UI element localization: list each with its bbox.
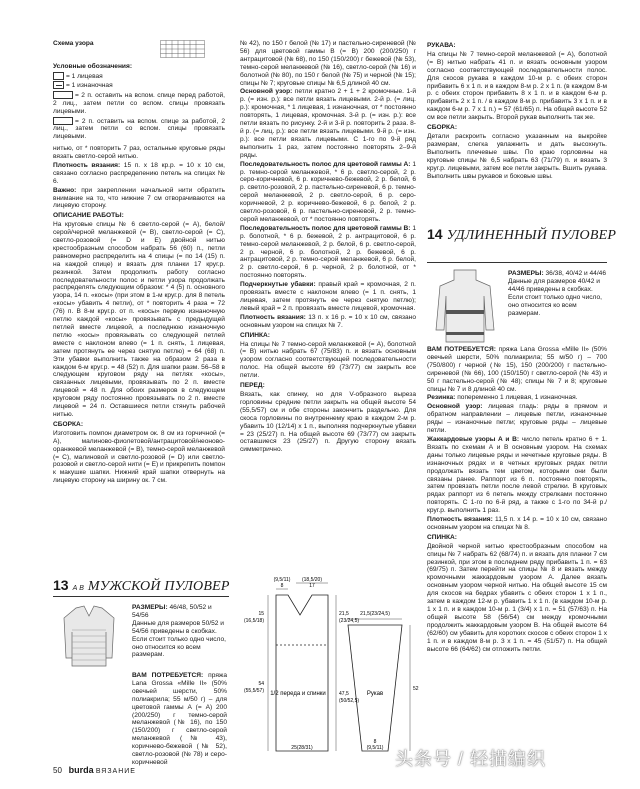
- back-text: Двойной черной нитью крестообразным способом на спицы № 7 набрать 62 (68/74) п. и вязать для планки 7 см резинкой, при этом в последнем ряду прибавить 1 п. = 63 (69/75) п. Затем перейти на спицы № 8 и вязать между кромочными жаккардовым узором А. Далее вязать основным узором черной нитью. На общей высоте 15 см для скосов на бедрах убавить с обеих сторон 1 х 1 п., затем в каждом 12-м р. убавить 1 х 1 п. (в каждом 10-м р. 1 х 1 п. и в каждом 10-м р. 1 (3/4) х 1 п. = 51 (57/63) п. На общей высоте 58 (56/54) см между кромочными продолжить жаккардовым узором В. На общей высоте 64 (62/60) см убавить для коротких скосов с обеих сторон 1 х 1 п. и в каждом 8-м р. 3 х 1 п. = 45 (51/57) п. На общей высоте 66 (64/62) см отложить петли.: [427, 542, 607, 653]
- back-title: СПИНКА:: [427, 533, 457, 541]
- legend-item: = 1 лицевая: [53, 72, 225, 81]
- legend-item: = 2 п. оставить на вспом. спице за работой, 2 лиц., затем петли со вспом. спицы провязать лицевыми.: [53, 117, 225, 141]
- rib: Резинка: попеременно 1 лицевая, 1 изнаночная.: [427, 394, 578, 402]
- dim-label: 8: [280, 583, 284, 589]
- dim-label: 21,5: [339, 611, 349, 617]
- knit-symbol-icon: [53, 72, 64, 80]
- page-number: 50: [53, 766, 62, 775]
- needs: ВАМ ПОТРЕБУЕТСЯ: пряжа Lana Grossa «Mille II» (50% овечьей шерсти, 50% полиакрила; 55 м/50 г) – 700 (750/800) г черной (№ 15), 150 (200/200) г пастельно-сиреневой (№ 66), 100 (150/150) г светло-серой (№ 43) и 50 г пастельно-серой (№ 48); спицы № 7 и 8; круговые спицы № 7 и 8 длиной 40 см.: [427, 346, 608, 393]
- column-3-lower: [427, 346, 607, 654]
- page-footer: [53, 765, 136, 775]
- assembly-text: Изготовить помпон диаметром ок. 8 см из горчичной (= А), малиново-фиолетовой/антрацитовой/неоново-оранжевой меланжевой (= В), темно-серой меланжевой (= C), малиновой и светло-розовой (= D) или светло-розовой и светло-серой нити (= E) и прикрепить помпон к макушке шапки. Нижний край шапки отвернуть на лицевую сторону на ширину ок. 7 см.: [53, 429, 225, 485]
- section-rule: [53, 596, 229, 597]
- section-title: УДЛИНЕННЫЙ ПУЛОВЕР: [446, 228, 617, 243]
- brand-logo: burda: [68, 765, 94, 775]
- section-13-header: [53, 577, 230, 595]
- dim-label: (16,5/18): [243, 618, 264, 624]
- pattern-schematic: [238, 575, 424, 755]
- back-title: СПИНКА:: [240, 331, 270, 339]
- section-rule: [427, 262, 607, 263]
- sec13-needs: ВАМ ПОТРЕБУЕТСЯ: пряжа Lana Grossa «Mille II» (50% овечьей шерсти, 50% полиакрила; 55 м/50 г) – для цветовой гаммы А (= А) 200 (200/250) г темно-серой меланжевой (№ 16), по 150 (150/200) г светло-серой меланжевой (№ 43), коричнево-бежевой (№ 52), светло-розовой (№ 78) и серо-коричневой: [132, 672, 227, 766]
- decreases: Подчеркнутые убавки: правый край = кромочная, 2 п. провязать вместе с наклоном влево (= 1 п. снять, 1 лицевая, затем протянуть ее через снятую петлю); левый край = 2 п. провязать вместе лицевой, кромочная.: [240, 281, 416, 312]
- section-title: МУЖСКОЙ ПУЛОВЕР: [87, 579, 230, 594]
- legend-item: = 1 изнаночная: [53, 81, 225, 90]
- paragraph: № 42), по 150 г белой (№ 17) и пастельно-сиреневой (№ 56) для цветовой гаммы В (= В) 200 (200/250) г антрацитовой (№ 68), по 150 (150/200) г бежевой (№ 53), темно-серой меланжевой (№ 16), светло-серой (№ 16) и болотной (№ 80), по 150 г белой (№ 75) и черной (№ 15); спицы № 7; круговые спицы № 6,5 длиной 40 см.: [240, 40, 416, 87]
- section-number: 13: [53, 577, 69, 593]
- paragraph: нитью, от * повторить 7 раз, остальные круговые ряды вязать светло-серой нитью.: [53, 145, 225, 160]
- dim-label: 17: [309, 583, 315, 589]
- sleeves-title: РУКАВА:: [427, 42, 456, 49]
- work-text: На круговые спицы № 6 светло-серой (= А), белой/серой/черной меланжевой (= В), светло-серой (= С), светло-розовой (= D и Е) двойной нитью крестообразным способом набрать 56 (60) п., петли равномерно распределить на 4 спицы (= по 14 (15) п. на каждой спице) и вязать для планки 17 круг.р. резинкой. Затем продолжить работу согласно последовательности полос и петли узора продолжать распределять следующим образом: * 4 (5) п. основного узора, 14 п. «косы» (при этом в 1-м круг.р. для 8 петель «косы» убавить 4 петли), от * повторить 4 раза = 72 (76) п. В 8-м круг.р. от п. «косы» первую изнаночную петлю каждой «косы» провязывать с предыдущей петлей вместе лицевой, а последнюю изнаночную петлю «косы» провязывать со следующей петлей вместе с наклоном влево (= 1 п. снять, 1 лицевая, затем протянуть ее через снятую петлю) = 64 (68) п. Эти убавки выполнить также на образом 2 раза в каждом 6-м круг.р. = 48 (52) п. Для шапки разм. 56–58 в следующем круговом ряду на петлях «косы», связанных лицевыми, провязывать по 2 п. вместе лицевой = 48 п. Для обоих размеров в следующем круговом ряду постоянно провязывать по 2 п. вместе лицевой = 24 п. Оставшиеся петли стянуть рабочей нитью.: [53, 221, 225, 418]
- sleeves-text: На спицы № 7 темно-серой меланжевой (= А), болотной (= В) нитью набрать 41 п. и вязать основным узором согласно соответствующей последовательности полос. Для скосов рукава в каждом 10-м р. с обеих сторон прибавить 6 х 1 п. и в каждом 8-м р. 2 х 1 п. (в каждом 8-м р. с обеих сторон прибавить 8 х 1 п. и в каждом 6-м р. прибавить 2 х 1 п. / в каждом 8-м р. прибавить 3 х 1 п. и в каждом 6-м р. 7 х 1 п.) = 57 (61/65) п. На общей высоте 52 см все петли закрыть. Второй рукав выполнить так же.: [427, 50, 607, 122]
- column-1: [53, 40, 225, 486]
- dim-label: 47,5: [339, 691, 349, 697]
- main-pattern: Основной узор: петли кратно 2 + 1 + 2 кромочные. 1-й р. (= изн. р.): все петли вязать лицевыми. 2-й р. (= лиц. р.): кромочная, * 1 лицевая, 1 изнаночная, от * постоянно повторять, 1 лицевая, кромочная. 3-й р. (= изн. р.): все петли вязать по рисунку. 2-й и 3-й р. повторить 2 раза. 8-й р. (= лиц. р.): все петли вязать лицевыми. 9-й р. (= изн. р.): все петли вязать лицевыми. С 1-го по 9-й ряд выполнить 1 раз, затем постоянно повторять 2–9-й ряды.: [240, 88, 417, 159]
- dim-label: (50/52,5): [339, 698, 360, 704]
- column-3: [427, 40, 607, 181]
- section-number: 14: [427, 226, 443, 242]
- men-sweater-illustration: [56, 600, 122, 670]
- back-text: На спицы № 7 темно-серой меланжевой (= А), болотной (= В) нитью набрать 67 (75/83) п. и вязать основным узором согласно соответствующей последовательности полос. На общей высоте 69 (73/77) см закрыть все петли.: [240, 340, 416, 380]
- important-note: Важно: при закреплении начальной нити обратить внимание на то, что нижние 7 см отворачиваются на лицевую сторону.: [53, 186, 225, 210]
- section-14-header: [427, 226, 616, 244]
- dim-label: (18,5/20): [301, 577, 323, 583]
- jacquard: Жаккардовые узоры А и В: число петель кратно 6 + 1. Вязать по схемам А и В основным узором. На схемах даны только лицевые ряды и нечетные круговые ряды. В изнаночных рядах и в четных круговых рядах петли продолжать вязать тем цветом, которыми они были связаны ранее. Раппорт из 6 п. постоянно повторять, затем провязать петли после левой стрелки. В круговых рядах раппорт из 6 петель между стрелками постоянно повторять. С 1-го по 6-й ряд, а также с 1-го по 34-й р./круг.р. выполнить 1 раз.: [427, 435, 607, 515]
- density: Плотность вязания: 13 п. х 16 р. = 10 х 10 см, связано основным узором на спицах № 7.: [240, 313, 416, 329]
- dim-label: 52: [413, 686, 419, 692]
- watermark: 头条号 / 轻描编织: [395, 749, 547, 769]
- sec13-sizes: РАЗМЕРЫ: 46/48, 50/52 и 54/56 Данные для размеров 50/52 и 54/56 приведены в скобках. Если стоит только одно число, оно относится ко всем размерам.: [132, 604, 226, 659]
- work-title: ОПИСАНИЕ РАБОТЫ:: [53, 212, 124, 220]
- body-label: 1/2 переда и спинки: [270, 691, 326, 697]
- cable-front-symbol-icon: [53, 91, 73, 99]
- density: Плотность вязания: 11,5 п. х 14 р. = 10 х 10 см, связано основным узором на спицах № 8.: [427, 516, 607, 531]
- schema-title: Схема узора: [53, 40, 94, 47]
- legend-title: Условные обозначения:: [53, 62, 133, 70]
- front-text: Вязать, как спинку, но для V-образного выреза горловины средние петли закрыть на общей высоте 54 (55,5/57) см и обе стороны закончить раздельно. Для скоса горловины по внутреннему краю в каждом 2-м р. убавить 10 (12/14) х 1 п., выполняя подчеркнутые убавки = 23 (25/27) п. На общей высоте 69 (73/77) см закрыть оставшиеся 23 (25/27) п. Другую сторону вязать симметрично.: [240, 390, 416, 454]
- sequence-b: Последовательность полос для цветовой гаммы В: 1 р. болотной, * 6 р. бежевой, 2 р. антрацитовой, 6 р. темно-серой меланжевой, 2 р. белой, 6 р. светло-серой, 2 р. черной, 6 р. болотной, 2 р. бежевой, 6 р. антрацитовой, 2 р. темно-серой меланжевой, 6 р. белой, 2 р. светло-серой, 6 р. черной, 2 р. болотной, от * постоянно повторять.: [240, 224, 416, 280]
- stitch-chart: [160, 40, 210, 60]
- column-2: [240, 40, 416, 455]
- footer-section: ВЯЗАНИЕ: [95, 768, 136, 775]
- dim-label: (23/24,5): [339, 618, 360, 624]
- main-pattern: Основной узор: лицевая гладь: ряды в прямом и обратном направлении – лицевые петли, изнаночные ряды – изнаночные петли; круговые ряды – лицевые петли.: [427, 403, 607, 435]
- dim-label: (55,5/57): [243, 688, 264, 694]
- assembly-title: СБОРКА:: [427, 124, 458, 132]
- dim-label: 54: [258, 681, 264, 687]
- assembly-text: Детали раскроить согласно указанным на выкройке размерам, слегка увлажнить и дать высохнуть. Выполнить плечевые швы. По краю горловины на круговые спицы № 6,5 набрать 63 (71/79) п. и вязать 3 круг.р. лицевыми, затем все петли закрыть. Вшить рукава. Выполнить швы рукавов и боковые швы.: [427, 132, 607, 180]
- cable-back-symbol-icon: [53, 117, 73, 125]
- front-title: ПЕРЕД:: [240, 382, 265, 390]
- section-sub: А В: [72, 585, 84, 592]
- dim-label: 15: [258, 611, 264, 617]
- sleeve-label: Рукав: [366, 691, 384, 697]
- purl-symbol-icon: [53, 81, 64, 89]
- dim-label: (9,5/11): [273, 577, 291, 583]
- legend-item: = 2 п. оставить на вспом. спице перед работой, 2 лиц., затем петли со вспом. спицы провязать лицевыми.: [53, 91, 225, 115]
- dim-label: 21,5(23/24,5): [360, 611, 390, 617]
- assembly-title: СБОРКА:: [53, 420, 84, 428]
- sec14-sizes: РАЗМЕРЫ: 36/38, 40/42 и 44/46 Данные для размеров 40/42 и 44/46 приведены в скобках. Если стоит только одно число, оно относится ко всем размерам.: [508, 270, 607, 317]
- dim-label: 25(28/31): [291, 745, 313, 751]
- density: Плотность вязания: 15 п. х 18 кр.р. = 10 х 10 см, связано согласно распределению петель на спицах № 6.: [53, 161, 225, 185]
- long-sweater-illustration: [430, 266, 500, 344]
- dim-label: (9,5/11): [366, 745, 384, 751]
- dim-label: 8: [373, 739, 377, 745]
- sequence-a: Последовательность полос для цветовой гаммы А: 1 р. темно-серой меланжевой, * 6 р. светло-серой, 2 р. серо-коричневой, 6 р. коричнево-бежевой, 2 р. белой, 6 р. светло-розовой, 2 р. пастельно-сиреневой, 6 р. темно-серой меланжевой, 2 р. светло-серой, 6 р. серо-коричневой, 2 р. коричнево-бежевой, 6 р. белой, 2 р. светло-розовой, 6 р. пастельно-сиреневой, 2 р. темно-серой меланжевой, от * постоянно повторять.: [240, 160, 416, 223]
